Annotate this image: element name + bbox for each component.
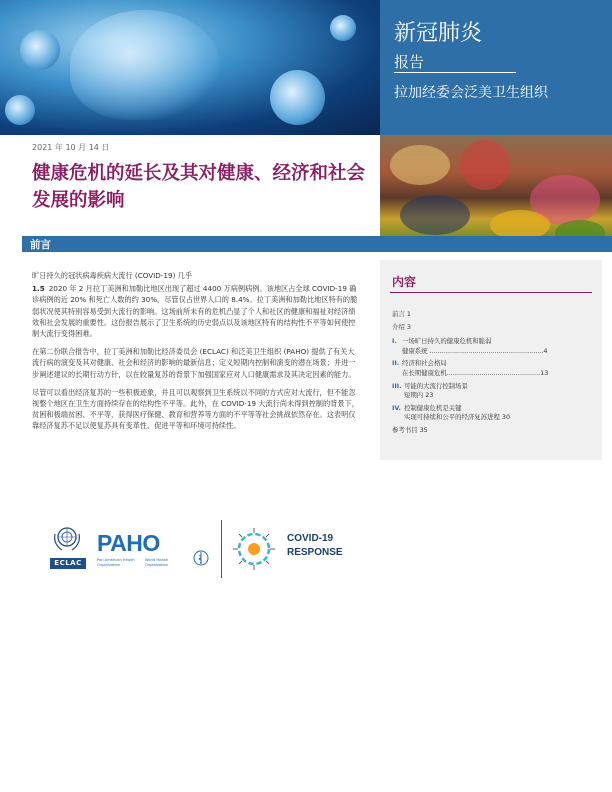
toc-divider — [390, 292, 592, 293]
paragraph-1-text: 2020 年 2 月拉丁美洲和加勒比地区出现了超过 4400 万病例病例。该地区占全球 COVID-19 确诊病例的近 20% 和死亡人数的约 30%，尽管仅占世界人口的 8.4%。拉丁美洲和加勒比地区特有的脆弱状况使其特别容易受到大流行的影响。这场前所未有的危机凸显了个人和社区的健康和福祉对经济绩效和社会发展的重要性。这份报告展示了卫生系统的历史弱点以及该地区特有的结构性不平等如何使控制大流行变得困难。 — [32, 284, 358, 339]
virus-illustration — [5, 95, 35, 125]
covid-response-subtitle: RESPONSE — [287, 547, 343, 558]
toc-item-foreword[interactable]: 前言 1 — [392, 310, 411, 318]
toc-item-section-4[interactable] — [392, 404, 592, 423]
toc-roman: IV. — [392, 403, 401, 412]
market-photo — [380, 135, 612, 240]
publication-date: 2021 年 10 月 14 日 — [32, 143, 110, 152]
covid-response-emblem-icon — [229, 524, 279, 574]
virus-illustration — [330, 15, 356, 41]
logo-divider — [221, 520, 222, 578]
toc-roman: III. — [392, 381, 402, 390]
covid-response-title: COVID-19 — [287, 533, 334, 544]
toc-text — [404, 382, 592, 401]
section-label: 前言 — [30, 239, 51, 251]
toc-line-1: 一场旷日持久的健康危机和脆弱 — [402, 337, 492, 346]
toc-line-1: 可能的大流行控制场景 — [404, 381, 468, 390]
photo-detail — [460, 140, 510, 190]
intro-paragraph: 旷日持久的冠状病毒疾病大流行 (COVID-19) 几乎 — [32, 271, 193, 280]
toc-item-references[interactable]: 参考书目 35 — [392, 425, 428, 434]
paragraph-3: 尽管可以看出经济复苏的一些积极迹象，并且可以观察到卫生系统以不同的方式应对大流行，但不能忽视整个地区在卫生方面持续存在的结构性不平等。此外，在 COVID-19 大流行尚未得到控制的背景下，贫困和极端贫困、不平等、获得医疗保健、教育和营养等方面的不平等等社会挑战依然存在。这表明仅靠经济复苏不足以使复苏具有变革性、促进平等和环境可持续性。 — [32, 387, 359, 431]
toc-line-2: 实现可持续和公平的经济复苏进程 30 — [404, 413, 511, 422]
photo-detail — [390, 145, 450, 185]
toc-line-2: 在长期健康危机..............................................13 — [402, 368, 549, 377]
section-bar — [22, 236, 612, 252]
hero-image — [0, 0, 380, 135]
paragraph-number: 1.5 — [32, 284, 45, 294]
toc-item-section-3[interactable] — [392, 382, 592, 401]
toc-line-2: 短期内 23 — [404, 391, 434, 400]
report-org: 拉加经委会泛美卫生组织 — [394, 85, 548, 101]
virus-illustration — [270, 70, 325, 125]
toc-line-1: 经济和社会格局 — [402, 359, 447, 368]
toc-line-1: 控制健康危机是关键 — [404, 403, 462, 412]
who-emblem-icon — [193, 550, 209, 566]
toc-text — [402, 359, 592, 378]
partner-logos — [45, 520, 345, 580]
photo-detail — [400, 195, 470, 235]
paho-logo: PAHO — [97, 530, 160, 556]
un-emblem-icon — [50, 522, 84, 556]
report-title-panel — [380, 0, 612, 135]
body-column — [32, 270, 360, 439]
title-underline — [394, 72, 516, 73]
report-title: 新冠肺炎 — [394, 21, 483, 46]
toc-text — [404, 404, 592, 423]
virus-illustration — [20, 30, 60, 70]
who-subtitle: World Health Organization — [145, 558, 169, 567]
table-of-contents — [380, 260, 602, 460]
toc-text — [402, 337, 592, 356]
hand-illustration — [70, 10, 220, 120]
toc-line-2: 健康系统 ........................................................4 — [402, 346, 548, 355]
report-subtitle: 报告 — [394, 53, 425, 71]
toc-list — [392, 310, 592, 439]
toc-title: 内容 — [392, 275, 417, 289]
toc-roman: II. — [392, 359, 400, 368]
toc-item-introduction[interactable]: 介绍 3 — [392, 322, 411, 331]
toc-roman: I. — [392, 337, 397, 346]
toc-item-section-2[interactable] — [392, 359, 592, 378]
paho-subtitle: Pan American Health Organization — [97, 558, 135, 567]
paragraph-2: 在第二份联合报告中，拉丁美洲和加勒比经济委员会 (ECLAC) 和泛美卫生组织 (PAHO) 提供了有关大流行病的演变及其对健康、社会和经济的影响的最新信息；定义短期内控制和演变的潜在场景；并进一步阐述建议的长期行动方针，以在较量复苏的背景下加强国家应对人口健康需求及其决定因素的能力。 — [32, 347, 356, 379]
eclac-logo: ECLAC — [50, 558, 86, 569]
toc-item-section-1[interactable] — [392, 337, 592, 356]
paragraph-1 — [32, 283, 360, 339]
document-title: 健康危机的延长及其对健康、经济和社会发展的影响 — [32, 163, 366, 211]
